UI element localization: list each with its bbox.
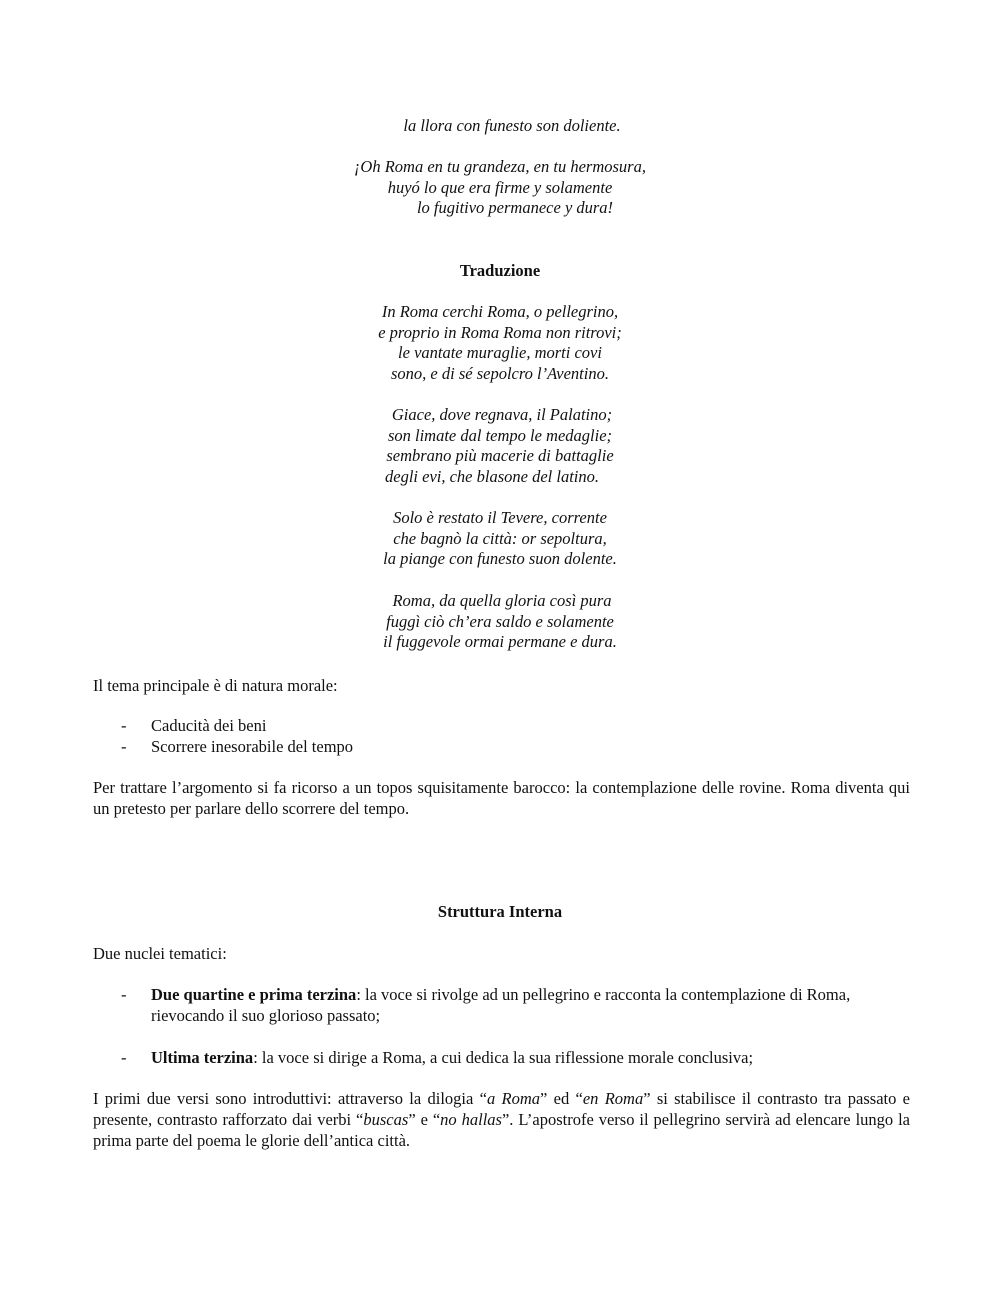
list-item-text: Caducità dei beni	[151, 716, 267, 735]
verse-line: sembrano più macerie di battaglie	[386, 446, 614, 466]
list-item-text: : la voce si rivolge ad un pellegrino e racconta la contemplazione di Roma, rievocando il suo glorioso passato;	[151, 985, 851, 1025]
paragraph-text: ”. L’apostrofe verso il pellegrino servirà ad elencare lungo la prima parte del poema le glorie dell’antica città.	[93, 1110, 910, 1150]
original-verse-fragment	[250, 116, 750, 137]
verse-line: Roma, da quella gloria così pura	[392, 591, 612, 610]
translation-heading: Traduzione	[459, 261, 541, 280]
verse-line: lo fugitivo permanece y dura!	[416, 198, 614, 218]
verse-line: la llora con funesto son doliente.	[403, 116, 621, 135]
list-item	[93, 984, 910, 1026]
verse-line: che bagnò la città: or sepoltura,	[393, 528, 607, 548]
verse-line: ¡Oh Roma en tu grandeza, en tu hermosura,	[354, 157, 646, 176]
list-item-bold: Ultima terzina	[151, 1048, 254, 1067]
structure-final-paragraph	[93, 1088, 910, 1151]
structure-list	[93, 984, 910, 1068]
list-item-text: : la voce si dirige a Roma, a cui dedica la sua riflessione morale conclusiva;	[253, 1048, 754, 1067]
translation-stanza-3	[250, 508, 750, 570]
theme-list	[93, 715, 910, 757]
verse-line: sono, e di sé sepolcro l’Aventino.	[391, 364, 609, 384]
translation-stanza-1	[250, 302, 750, 385]
verse-line: Giace, dove regnava, il Palatino;	[391, 405, 613, 424]
list-item	[93, 736, 910, 757]
italic-term: no hallas	[440, 1110, 502, 1129]
verse-line: degli evi, che blasone del latino.	[385, 467, 599, 487]
verse-line: son limate dal tempo le medaglie;	[387, 425, 613, 445]
paragraph-text: ” e “	[408, 1110, 441, 1129]
list-item-text: Scorrere inesorabile del tempo	[151, 737, 354, 756]
theme-intro: Il tema principale è di natura morale:	[93, 676, 338, 695]
verse-line: In Roma cerchi Roma, o pellegrino,	[381, 302, 619, 321]
list-dash: -	[121, 985, 127, 1004]
structure-heading: Struttura Interna	[437, 902, 563, 921]
verse-line: le vantate muraglie, morti covi	[398, 343, 602, 363]
list-dash: -	[121, 737, 127, 756]
theme-paragraph: Per trattare l’argomento si fa ricorso a un topos squisitamente barocco: la contemplazione delle rovine. Roma diventa qui un pretesto per parlare dello scorrere del tempo.	[93, 778, 910, 818]
verse-line: Solo è restato il Tevere, corrente	[393, 508, 607, 527]
italic-term: buscas	[363, 1110, 409, 1129]
verse-line: e proprio in Roma Roma non ritrovi;	[378, 322, 622, 342]
italic-term: en Roma	[582, 1089, 644, 1108]
original-verse-stanza	[250, 157, 750, 219]
paragraph-text: I primi due versi sono introduttivi: attraverso la dilogia “	[93, 1089, 487, 1108]
list-item	[93, 715, 910, 736]
list-item-bold: Due quartine e prima terzina	[151, 985, 357, 1004]
list-dash: -	[121, 716, 127, 735]
paragraph-text: ” si stabilisce il contrasto tra passato e presente, contrasto rafforzato dai verbi “	[93, 1089, 910, 1129]
italic-term: a Roma	[486, 1089, 540, 1108]
list-item	[93, 1047, 910, 1068]
verse-line: fuggì ciò ch’era saldo e solamente	[386, 611, 614, 631]
verse-line: la piange con funesto suon dolente.	[383, 549, 617, 569]
verse-line: huyó lo que era firme y solamente	[387, 177, 613, 197]
list-dash: -	[121, 1048, 127, 1067]
structure-intro: Due nuclei tematici:	[93, 944, 227, 963]
verse-line: il fuggevole ormai permane e dura.	[383, 632, 617, 652]
translation-stanza-2	[250, 405, 750, 488]
translation-stanza-4	[250, 591, 750, 653]
paragraph-text: ” ed “	[540, 1089, 583, 1108]
